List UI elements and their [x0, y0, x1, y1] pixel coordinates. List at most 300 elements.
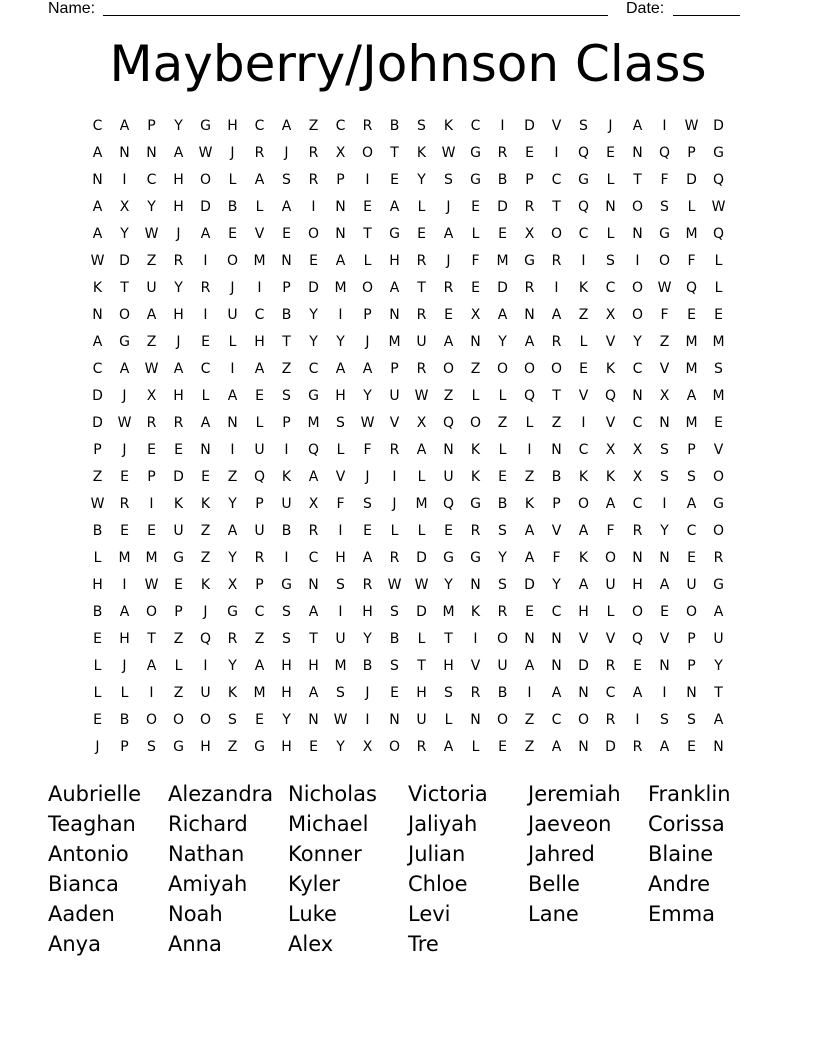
grid-letter: Z [551, 415, 562, 431]
grid-letter: W [117, 415, 132, 431]
grid-letter: K [443, 118, 454, 134]
grid-letter: C [92, 361, 103, 377]
grid-letter: H [281, 658, 292, 674]
grid-letter: N [92, 307, 103, 323]
word-list-item: Nathan [168, 842, 245, 866]
grid-letter: L [606, 604, 615, 620]
grid-letter: Y [498, 334, 507, 350]
grid-letter: I [500, 118, 505, 134]
grid-letter: U [686, 577, 697, 593]
grid-letter: R [227, 631, 238, 647]
grid-letter: N [335, 199, 346, 215]
grid-letter: H [335, 388, 346, 404]
grid-letter: X [416, 415, 427, 431]
grid-letter: R [443, 280, 454, 296]
grid-letter: E [255, 388, 264, 404]
grid-letter: U [416, 334, 427, 350]
grid-letter: C [632, 415, 643, 431]
grid-letter: Y [633, 334, 642, 350]
grid-letter: N [389, 307, 400, 323]
grid-letter: I [149, 685, 154, 701]
grid-letter: L [714, 253, 723, 269]
grid-letter: M [415, 496, 428, 512]
grid-letter: Y [228, 550, 237, 566]
grid-letter: O [577, 496, 590, 512]
grid-letter: J [446, 253, 451, 269]
grid-letter: Q [631, 631, 644, 647]
grid-letter: Z [254, 631, 265, 647]
grid-letter: M [685, 415, 698, 431]
grid-letter: L [255, 415, 264, 431]
grid-letter: B [497, 685, 508, 701]
grid-letter: A [173, 145, 184, 161]
grid-letter: R [254, 145, 265, 161]
grid-letter: S [444, 172, 453, 188]
grid-letter: J [392, 496, 397, 512]
grid-letter: V [254, 226, 265, 242]
grid-letter: P [147, 118, 156, 134]
grid-letter: L [363, 253, 372, 269]
grid-letter: N [92, 172, 103, 188]
grid-letter: Y [417, 172, 426, 188]
grid-letter: H [281, 685, 292, 701]
grid-letter: S [660, 469, 669, 485]
grid-letter: G [281, 577, 292, 593]
grid-letter: P [93, 442, 102, 458]
grid-letter: T [120, 280, 129, 296]
grid-letter: E [390, 685, 399, 701]
grid-letter: S [687, 712, 696, 728]
grid-letter: P [255, 577, 264, 593]
word-list [48, 779, 768, 959]
grid-letter: A [524, 523, 535, 539]
grid-letter: T [552, 388, 561, 404]
grid-letter: Q [199, 631, 212, 647]
grid-letter: A [119, 361, 130, 377]
grid-row [84, 464, 732, 491]
grid-letter: H [92, 577, 103, 593]
grid-letter: E [174, 577, 183, 593]
grid-letter: X [470, 307, 481, 323]
grid-letter: K [92, 280, 103, 296]
grid-letter: P [363, 307, 372, 323]
grid-letter: N [632, 550, 643, 566]
grid-letter: G [470, 145, 481, 161]
grid-letter: N [659, 550, 670, 566]
grid-letter: V [605, 415, 616, 431]
grid-letter: N [335, 226, 346, 242]
grid-letter: H [173, 388, 184, 404]
word-list-item: Levi [408, 902, 451, 926]
grid-letter: C [146, 172, 157, 188]
grid-letter: L [255, 199, 264, 215]
grid-letter: Y [444, 577, 453, 593]
grid-letter: K [605, 361, 616, 377]
grid-letter: W [414, 388, 429, 404]
grid-letter: Y [363, 388, 372, 404]
grid-letter: L [228, 172, 237, 188]
grid-letter: R [632, 523, 643, 539]
word-list-item: Corissa [648, 812, 725, 836]
grid-letter: G [173, 550, 184, 566]
grid-letter: F [687, 253, 696, 269]
grid-letter: I [581, 415, 586, 431]
header [48, 0, 748, 18]
grid-letter: A [173, 361, 184, 377]
grid-letter: A [146, 658, 157, 674]
grid-letter: L [201, 388, 210, 404]
grid-letter: T [309, 631, 318, 647]
grid-letter: I [257, 280, 262, 296]
grid-letter: X [119, 199, 130, 215]
grid-letter: H [119, 631, 130, 647]
grid-letter: P [390, 361, 399, 377]
grid-letter: W [657, 280, 672, 296]
grid-letter: P [255, 496, 264, 512]
grid-letter: E [93, 712, 102, 728]
grid-row [84, 491, 732, 518]
grid-letter: J [95, 739, 100, 755]
grid-letter: L [417, 523, 426, 539]
grid-letter: N [578, 685, 589, 701]
grid-letter: E [174, 442, 183, 458]
grid-letter: I [149, 496, 154, 512]
grid-letter: J [122, 442, 127, 458]
grid-letter: O [577, 712, 590, 728]
word-list-item: Victoria [408, 782, 488, 806]
grid-letter: O [658, 253, 671, 269]
grid-letter: L [417, 631, 426, 647]
grid-letter: N [389, 712, 400, 728]
grid-letter: Z [146, 334, 157, 350]
grid-letter: N [632, 145, 643, 161]
grid-letter: S [579, 118, 588, 134]
grid-letter: Z [227, 469, 238, 485]
grid-letter: F [552, 550, 561, 566]
grid-letter: W [711, 199, 726, 215]
word-list-item: Andre [648, 872, 711, 896]
grid-letter: P [687, 631, 696, 647]
grid-letter: R [605, 712, 616, 728]
grid-letter: E [687, 550, 696, 566]
grid-letter: R [308, 145, 319, 161]
grid-letter: Q [577, 199, 590, 215]
grid-letter: I [662, 685, 667, 701]
grid-letter: C [632, 361, 643, 377]
grid-row [84, 329, 732, 356]
grid-letter: T [363, 226, 372, 242]
grid-letter: I [230, 442, 235, 458]
grid-letter: T [390, 145, 399, 161]
grid-letter: S [714, 361, 723, 377]
grid-letter: R [200, 280, 211, 296]
grid-letter: L [471, 226, 480, 242]
grid-letter: Z [443, 388, 454, 404]
grid-letter: S [282, 631, 291, 647]
grid-letter: U [173, 523, 184, 539]
grid-letter: S [363, 496, 372, 512]
grid-letter: A [551, 307, 562, 323]
grid-letter: W [360, 415, 375, 431]
grid-letter: A [686, 388, 697, 404]
grid-letter: D [92, 388, 103, 404]
grid-letter: Y [660, 523, 669, 539]
grid-letter: M [334, 658, 347, 674]
word-list-item: Alezandra [168, 782, 274, 806]
grid-letter: A [92, 145, 103, 161]
word-list-item: Julian [408, 842, 466, 866]
grid-letter: N [686, 685, 697, 701]
grid-letter: V [551, 118, 562, 134]
word-list-item: Chloe [408, 872, 468, 896]
grid-letter: L [93, 685, 102, 701]
grid-letter: Q [712, 172, 725, 188]
date-label: Date: [626, 0, 665, 17]
grid-letter: A [416, 442, 427, 458]
grid-letter: N [551, 658, 562, 674]
grid-letter: K [200, 577, 211, 593]
grid-letter: V [335, 469, 346, 485]
grid-letter: A [578, 523, 589, 539]
grid-letter: B [362, 658, 373, 674]
grid-letter: J [122, 658, 127, 674]
grid-letter: C [578, 226, 589, 242]
grid-letter: M [145, 550, 158, 566]
grid-letter: A [335, 253, 346, 269]
grid-letter: I [203, 658, 208, 674]
word-list-item: Jaeveon [528, 812, 612, 836]
grid-letter: J [230, 145, 235, 161]
grid-letter: U [254, 523, 265, 539]
grid-letter: K [281, 469, 292, 485]
grid-letter: R [416, 361, 427, 377]
grid-letter: U [713, 631, 724, 647]
grid-letter: K [470, 604, 481, 620]
grid-letter: N [308, 712, 319, 728]
grid-letter: W [441, 145, 456, 161]
grid-letter: D [173, 469, 184, 485]
grid-letter: Y [309, 334, 318, 350]
word-list-row [48, 929, 768, 959]
grid-letter: R [146, 415, 157, 431]
grid-letter: R [254, 550, 265, 566]
grid-letter: M [253, 685, 266, 701]
grid-letter: E [687, 307, 696, 323]
word-list-row [48, 839, 768, 869]
page-title: Mayberry/Johnson Class [109, 35, 707, 93]
grid-letter: E [606, 145, 615, 161]
grid-letter: O [145, 712, 158, 728]
grid-letter: B [281, 307, 292, 323]
grid-letter: O [604, 550, 617, 566]
grid-letter: N [200, 442, 211, 458]
grid-letter: P [687, 442, 696, 458]
grid-letter: O [361, 145, 374, 161]
grid-letter: J [203, 604, 208, 620]
grid-letter: H [416, 685, 427, 701]
grid-letter: T [417, 280, 426, 296]
grid-letter: A [659, 577, 670, 593]
grid-letter: Y [714, 658, 723, 674]
word-list-item: Aaden [48, 902, 115, 926]
grid-letter: Y [363, 631, 372, 647]
grid-letter: O [226, 253, 239, 269]
grid-letter: M [118, 550, 131, 566]
grid-row [84, 545, 732, 572]
grid-letter: U [200, 685, 211, 701]
grid-letter: C [551, 712, 562, 728]
grid-letter: J [365, 685, 370, 701]
grid-letter: L [606, 226, 615, 242]
word-list-row [48, 869, 768, 899]
word-list-item: Michael [288, 812, 369, 836]
grid-letter: Z [524, 739, 535, 755]
grid-letter: W [144, 226, 159, 242]
grid-letter: N [551, 442, 562, 458]
grid-letter: A [632, 685, 643, 701]
grid-letter: L [687, 199, 696, 215]
grid-letter: A [713, 712, 724, 728]
grid-letter: H [578, 604, 589, 620]
grid-letter: O [307, 226, 320, 242]
grid-letter: R [308, 172, 319, 188]
grid-letter: W [684, 118, 699, 134]
grid-letter: A [92, 334, 103, 350]
grid-letter: I [527, 442, 532, 458]
grid-letter: I [122, 577, 127, 593]
grid-letter: K [470, 442, 481, 458]
grid-letter: Q [685, 280, 698, 296]
grid-letter: X [308, 496, 319, 512]
grid-letter: B [227, 199, 238, 215]
grid-letter: U [443, 469, 454, 485]
grid-letter: A [200, 226, 211, 242]
grid-letter: O [523, 361, 536, 377]
grid-letter: I [122, 172, 127, 188]
grid-letter: A [308, 604, 319, 620]
grid-letter: E [201, 334, 210, 350]
grid-letter: A [92, 199, 103, 215]
grid-letter: L [93, 658, 102, 674]
grid-letter: Y [147, 199, 156, 215]
grid-letter: F [606, 523, 615, 539]
grid-letter: A [308, 469, 319, 485]
grid-letter: K [416, 145, 427, 161]
grid-letter: G [524, 253, 535, 269]
grid-letter: U [389, 388, 400, 404]
grid-letter: O [199, 172, 212, 188]
grid-letter: E [147, 442, 156, 458]
grid-letter: V [659, 361, 670, 377]
grid-letter: A [443, 226, 454, 242]
grid-letter: F [336, 496, 345, 512]
grid-letter: W [333, 712, 348, 728]
grid-letter: G [443, 550, 454, 566]
grid-letter: E [471, 199, 480, 215]
grid-letter: C [335, 118, 346, 134]
grid-letter: N [659, 415, 670, 431]
grid-letter: Q [712, 226, 725, 242]
grid-letter: A [281, 199, 292, 215]
grid-letter: X [632, 442, 643, 458]
grid-letter: R [470, 685, 481, 701]
grid-letter: E [255, 712, 264, 728]
grid-letter: B [119, 712, 130, 728]
grid-letter: H [335, 550, 346, 566]
grid-letter: Z [524, 712, 535, 728]
word-list-row [48, 809, 768, 839]
grid-letter: G [713, 577, 724, 593]
grid-letter: R [551, 253, 562, 269]
grid-letter: C [254, 604, 265, 620]
grid-letter: N [578, 739, 589, 755]
grid-letter: R [713, 550, 724, 566]
grid-letter: L [417, 199, 426, 215]
grid-letter: W [198, 145, 213, 161]
grid-letter: E [390, 172, 399, 188]
grid-letter: G [470, 496, 481, 512]
grid-letter: G [200, 118, 211, 134]
grid-letter: O [631, 199, 644, 215]
grid-letter: X [632, 469, 643, 485]
grid-letter: J [230, 280, 235, 296]
grid-letter: Q [442, 415, 455, 431]
grid-letter: O [442, 361, 455, 377]
grid-letter: A [524, 550, 535, 566]
grid-letter: I [365, 712, 370, 728]
grid-letter: N [146, 145, 157, 161]
grid-letter: O [199, 712, 212, 728]
grid-row [84, 626, 732, 653]
grid-letter: A [335, 361, 346, 377]
grid-letter: Z [497, 415, 508, 431]
grid-letter: E [309, 739, 318, 755]
grid-letter: Z [308, 118, 319, 134]
grid-letter: I [662, 496, 667, 512]
grid-letter: S [282, 604, 291, 620]
grid-letter: L [120, 685, 129, 701]
grid-letter: O [550, 226, 563, 242]
grid-letter: T [282, 334, 291, 350]
grid-letter: H [443, 658, 454, 674]
grid-letter: D [713, 118, 724, 134]
grid-letter: R [524, 199, 535, 215]
grid-letter: I [284, 442, 289, 458]
grid-letter: W [144, 577, 159, 593]
grid-letter: Y [498, 550, 507, 566]
name-label: Name: [48, 0, 96, 17]
grid-letter: D [524, 577, 535, 593]
grid-letter: K [578, 280, 589, 296]
grid-letter: L [390, 523, 399, 539]
grid-letter: O [712, 469, 725, 485]
grid-letter: A [578, 577, 589, 593]
grid-letter: X [605, 307, 616, 323]
grid-letter: R [632, 739, 643, 755]
grid-letter: P [525, 172, 534, 188]
grid-letter: S [660, 442, 669, 458]
grid-letter: D [416, 604, 427, 620]
grid-letter: D [686, 172, 697, 188]
grid-letter: U [227, 307, 238, 323]
grid-letter: M [307, 415, 320, 431]
grid-letter: S [336, 685, 345, 701]
grid-letter: X [524, 226, 535, 242]
grid-letter: L [606, 172, 615, 188]
grid-letter: E [687, 739, 696, 755]
grid-letter: E [633, 658, 642, 674]
grid-letter: M [496, 253, 509, 269]
